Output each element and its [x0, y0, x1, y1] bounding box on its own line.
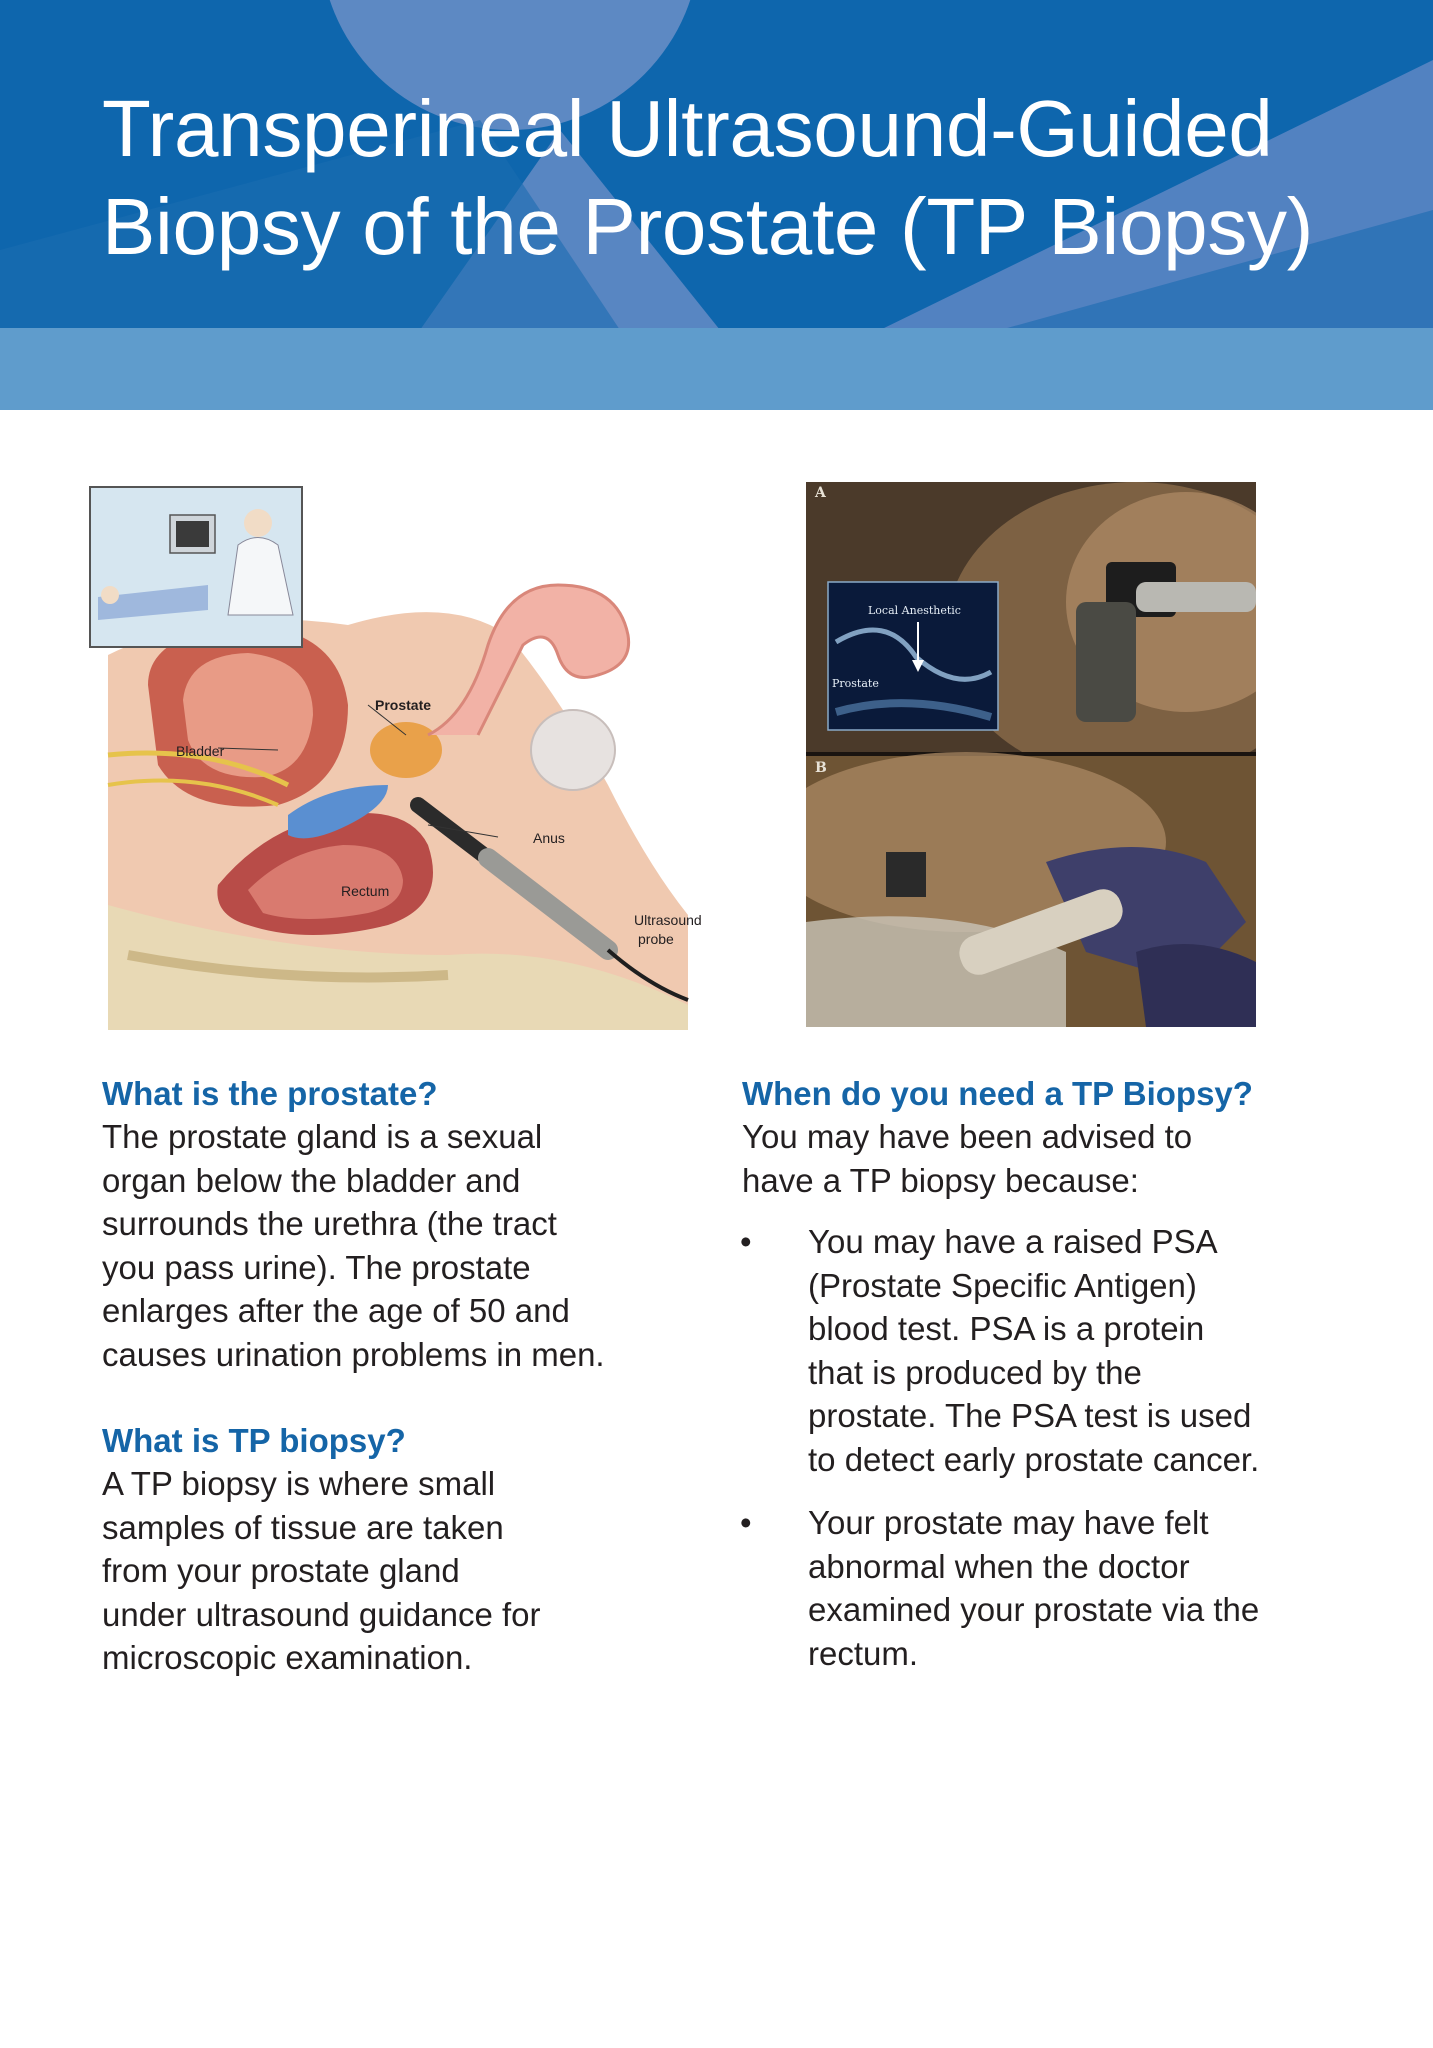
text-line: you pass urine). The prostate: [102, 1248, 531, 1286]
panel-b-letter: B: [815, 760, 827, 776]
text-line: The prostate gland is a sexual: [102, 1118, 543, 1155]
bullet-icon: •: [740, 1223, 752, 1260]
prostate-description: [102, 1115, 702, 1376]
ultrasound-label-prostate: Prostate: [832, 677, 879, 690]
text-line: from your prostate gland: [102, 1552, 460, 1589]
text-line: prostate. The PSA test is used: [808, 1397, 1252, 1434]
text-line: causes urination problems in men.: [102, 1335, 605, 1373]
reasons-list: [742, 1220, 1362, 1675]
text-line: You may have a raised PSA: [808, 1223, 1218, 1260]
right-text-column: [742, 1072, 1362, 1695]
text-line: (Prostate Specific Antigen): [808, 1266, 1197, 1304]
heading-what-is-prostate: What is the prostate?: [102, 1075, 438, 1112]
label-probe-line1: Ultrasound: [634, 912, 702, 928]
text-line: samples of tissue are taken: [102, 1508, 504, 1546]
text-line: enlarges after the age of 50 and: [102, 1292, 570, 1329]
label-anus: Anus: [533, 830, 565, 846]
bullet-icon: •: [740, 1504, 752, 1541]
section-spacer: [102, 1376, 702, 1419]
bullet-text: [808, 1501, 1362, 1675]
header-banner: [0, 0, 1433, 328]
prostate-anatomy-illustration: [88, 485, 728, 1030]
intro-text: [742, 1115, 1362, 1202]
list-item: [742, 1501, 1362, 1675]
bullet-text: [808, 1220, 1362, 1481]
title-line-2: Biopsy of the Prostate (TP Biopsy): [102, 182, 1314, 271]
label-rectum: Rectum: [341, 883, 390, 899]
text-line: under ultrasound guidance for: [102, 1595, 541, 1633]
text-line: organ below the bladder and: [102, 1161, 521, 1199]
text-line: have a TP biopsy because:: [742, 1161, 1139, 1199]
text-line: that is produced by the: [808, 1353, 1142, 1391]
label-prostate: Prostate: [375, 697, 432, 713]
tp-biopsy-procedure-photos: [806, 482, 1256, 1027]
left-text-column: [102, 1072, 702, 1680]
procedure-photo-drawing: [806, 482, 1256, 1027]
label-bladder: Bladder: [176, 743, 225, 759]
ultrasound-label-anesthetic: Local Anesthetic: [868, 604, 961, 617]
text-line: rectum.: [808, 1634, 919, 1672]
page-title: [102, 80, 1422, 276]
heading-when-need-tp-biopsy: When do you need a TP Biopsy?: [742, 1075, 1253, 1112]
text-line: abnormal when the doctor: [808, 1547, 1190, 1585]
panel-a-letter: A: [815, 485, 826, 501]
text-line: You may have been advised to: [742, 1118, 1193, 1155]
text-line: examined your prostate via the: [808, 1591, 1260, 1628]
heading-what-is-tp-biopsy: What is TP biopsy?: [102, 1422, 406, 1459]
text-line: to detect early prostate cancer.: [808, 1440, 1260, 1478]
text-line: microscopic examination.: [102, 1639, 473, 1676]
title-line-1: Transperineal Ultrasound-Guided: [102, 84, 1273, 173]
label-probe-line2: probe: [638, 931, 674, 947]
tp-biopsy-description: [102, 1462, 702, 1680]
list-item: [742, 1220, 1362, 1481]
header-band: [0, 328, 1433, 410]
text-line: A TP biopsy is where small: [102, 1465, 496, 1502]
text-line: Your prostate may have felt: [808, 1504, 1209, 1541]
text-line: blood test. PSA is a protein: [808, 1310, 1205, 1347]
text-line: surrounds the urethra (the tract: [102, 1205, 557, 1242]
